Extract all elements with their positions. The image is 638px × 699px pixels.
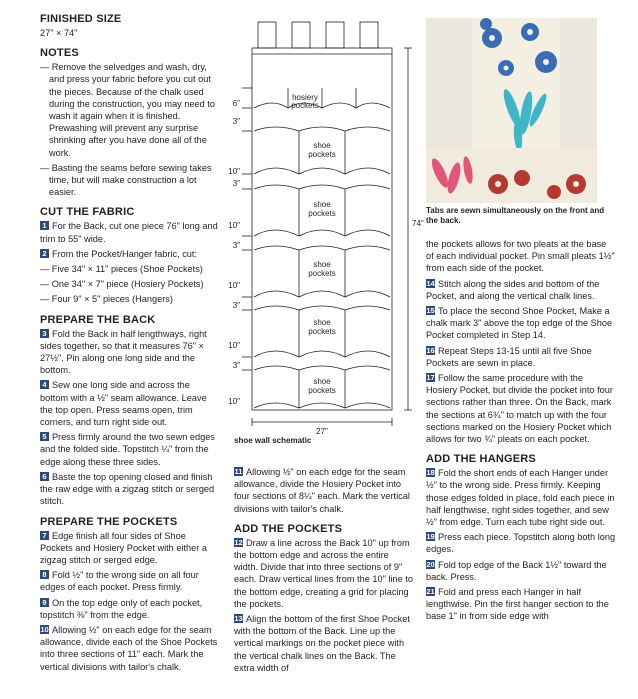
- cut-item: — Four 9" × 5" pieces (Hangers): [40, 294, 173, 305]
- step-11: [234, 466, 414, 515]
- step-number: 5: [40, 432, 49, 441]
- shoe-label: pockets: [308, 209, 336, 218]
- shoe-label: shoe: [313, 260, 331, 269]
- shoe-label: pockets: [308, 150, 336, 159]
- column-left: [40, 13, 218, 673]
- hanger-tab: [326, 22, 344, 48]
- step-7: [40, 530, 218, 567]
- step-text: Press each piece. Topstitch along both long edges.: [426, 532, 616, 555]
- dim-label: 10": [228, 341, 240, 350]
- step-6: [40, 471, 218, 508]
- fabric-tab-photo: [426, 18, 597, 203]
- shoe-label: pockets: [308, 327, 336, 336]
- step-text: Allowing ½" on each edge for the seam allowance, divide each of the Shoe Pockets into three sections of 11" each. Mark the vertical divisions with tailor's chalk.: [40, 624, 218, 672]
- dim-label: 10": [228, 281, 240, 290]
- step-21: [426, 586, 616, 623]
- step-number: 9: [40, 598, 49, 607]
- step-8: [40, 569, 218, 593]
- step-18: [426, 467, 616, 528]
- step-number: 19: [426, 532, 435, 542]
- step-text: Sew one long side and across the bottom with a ½" seam allowance. Leave the top open. Press seams open, trim corners, and turn right side out.: [40, 380, 207, 428]
- schematic-caption: shoe wall schematic: [234, 436, 312, 445]
- step-number: 4: [40, 380, 49, 389]
- step-number: 11: [234, 467, 243, 476]
- step-number: 17: [426, 373, 435, 383]
- step-15: [426, 305, 616, 342]
- dim-label: 3": [232, 179, 240, 188]
- step-4: [40, 379, 218, 428]
- cut-fabric-heading: CUT THE FABRIC: [40, 206, 135, 219]
- dimension-ticks: [242, 88, 252, 370]
- step-text: Draw a line across the Back 10" up from the bottom edge and across the entire width. Divide that into three sections of 9" each. Draw vertical lines from the 10" line to the bottom edge, creating a grid for placing the pockets.: [234, 537, 413, 609]
- column-right: [426, 238, 616, 623]
- step-1: [40, 220, 218, 244]
- step-14: [426, 278, 616, 302]
- step-text: Allowing ½" on each edge for the seam allowance, divide the Hosiery Pocket into four sections of 8¼" each. Mark the vertical divisions with tailor's chalk.: [234, 467, 410, 514]
- cut-item: — One 34" × 7" piece (Hosiery Pockets): [40, 279, 204, 290]
- step-text: Align the bottom of the first Shoe Pocket with the bottom of the Back. Line up the vertical markings on the pocket piece with the vertical chalk lines on the Back. The extra width of: [234, 614, 410, 673]
- prepare-pockets-heading: PREPARE THE POCKETS: [40, 515, 178, 528]
- step-number: 6: [40, 472, 49, 481]
- hosiery-label: hosiery: [292, 93, 318, 102]
- prepare-back-heading: PREPARE THE BACK: [40, 313, 156, 326]
- step-16: [426, 345, 616, 369]
- dim-label: 10": [228, 397, 240, 406]
- step-10: [40, 624, 218, 673]
- step-17: [426, 372, 616, 445]
- dim-label: 3": [232, 241, 240, 250]
- step-text: Fold and press each Hanger in half lengthwise. Pin the first hanger section to the base 1" in from side edge with: [426, 587, 609, 622]
- step-13: [234, 613, 414, 674]
- step-text: From the Pocket/Hanger fabric, cut:: [52, 248, 198, 259]
- hosiery-label: pockets: [291, 101, 319, 110]
- step-number: 2: [40, 249, 49, 258]
- step-text: Fold the Back in half lengthways, right sides together, so that it measures 76" × 27½". Pin along one long side and the bottom.: [40, 328, 207, 376]
- photo-caption: Tabs are sewn simultaneously on the front and the back.: [426, 206, 605, 225]
- add-hangers-heading: ADD THE HANGERS: [426, 453, 536, 466]
- cut-item: — Five 34" × 11" pieces (Shoe Pockets): [40, 264, 203, 275]
- dim-label: 10": [228, 167, 240, 176]
- shoe-label: shoe: [313, 377, 331, 386]
- photo-illustration: [426, 18, 597, 203]
- step-19: [426, 531, 616, 555]
- shoe-label: shoe: [313, 141, 331, 150]
- hanger-tab: [258, 22, 276, 48]
- step-number: 12: [234, 537, 243, 547]
- shoe-label: pockets: [308, 386, 336, 395]
- finished-size-value: 27" × 74": [40, 28, 78, 38]
- width-label: 27": [316, 427, 328, 436]
- step-number: 8: [40, 570, 49, 579]
- dim-label: 10": [228, 221, 240, 230]
- hanger-tab: [292, 22, 310, 48]
- note-item: — Remove the selvedges and wash, dry, and press your fabric before you cut out the pieces. Because of the chalk used during the construction, you may need to wash it again when it is finished. Prewashing will prevent any surprise shrinking after you have done all of the work.: [40, 62, 215, 158]
- step-number: 20: [426, 559, 435, 569]
- step-number: 7: [40, 531, 49, 540]
- step-text: Stitch along the sides and bottom of the Pocket, and along the vertical chalk lines.: [426, 278, 600, 301]
- step-3: [40, 328, 218, 377]
- column-middle: [234, 466, 414, 674]
- step-text: Edge finish all four sides of Shoe Pockets and Hosiery Pocket with either a zigzag stitch or serged edge.: [40, 530, 207, 565]
- shoe-wall-schematic: [222, 14, 428, 464]
- step-text: Fold top edge of the Back 1½" toward the back. Press.: [426, 559, 607, 582]
- notes-heading: NOTES: [40, 47, 79, 60]
- dim-label: 6": [232, 99, 240, 108]
- finished-size-heading: FINISHED SIZE: [40, 13, 122, 25]
- step-number: 21: [426, 587, 435, 597]
- dim-label: 3": [232, 361, 240, 370]
- step-5: [40, 431, 218, 468]
- step-text: To place the second Shoe Pocket, Make a chalk mark 3" above the top edge of the Shoe Pocket completed in Step 14.: [426, 306, 613, 341]
- step-12: [234, 537, 414, 610]
- step-text: Fold the short ends of each Hanger under ½" to the wrong side. Press firmly. Keeping those edges folded in place, fold each piece in half lengthwise, right sides together, and sew ½" from edge. Turn each tube right side out.: [426, 468, 615, 528]
- step-text: For the Back, cut one piece 76" long and trim to 55" wide.: [40, 221, 218, 244]
- dim-label: 3": [232, 117, 240, 126]
- step-text: On the top edge only of each pocket, topstitch ⅜" from the edge.: [40, 597, 203, 620]
- step-number: 18: [426, 468, 435, 478]
- step-text: Fold ½" to the wrong side on all four edges of each pocket. Press firmly.: [40, 570, 199, 593]
- step-number: 15: [426, 306, 435, 316]
- hanger-tab: [360, 22, 378, 48]
- note-item: — Basting the seams before sewing takes time, but will make construction a lot easier.: [40, 162, 212, 198]
- step-20: [426, 559, 616, 583]
- height-label: 74": [412, 219, 424, 228]
- shoe-label: shoe: [313, 200, 331, 209]
- step-text: Baste the top opening closed and finish the raw edge with a zigzag stitch or serged stitch.: [40, 471, 215, 507]
- add-pockets-heading: ADD THE POCKETS: [234, 522, 343, 535]
- step-number: 10: [40, 624, 49, 634]
- step-text: Repeat Steps 13-15 until all five Shoe Pockets are sewn in place.: [426, 345, 592, 368]
- step-2: [40, 248, 218, 260]
- step-number: 3: [40, 329, 49, 338]
- shoe-label: pockets: [308, 269, 336, 278]
- step-13-continued: the pockets allows for two pleats at the base of each individual pocket. Pin small pleats 1½" from each side of the pocket.: [426, 239, 615, 274]
- shoe-label: shoe: [313, 318, 331, 327]
- dim-label: 3": [232, 301, 240, 310]
- step-text: Press firmly around the two sewn edges and the folded side. Topstitch ¼" from the edge along these three sides.: [40, 432, 215, 467]
- step-number: 13: [234, 614, 243, 624]
- step-text: Follow the same procedure with the Hosiery Pocket, but divide the pocket into four sections rather than three. On the Back, mark the sections at 6¾" to match up with the four sections marked on the Hosiery Pocket which allows for two ¾" pleats on each pocket.: [426, 373, 613, 445]
- step-number: 16: [426, 345, 435, 355]
- step-number: 1: [40, 221, 49, 230]
- step-number: 14: [426, 278, 435, 288]
- step-9: [40, 597, 218, 621]
